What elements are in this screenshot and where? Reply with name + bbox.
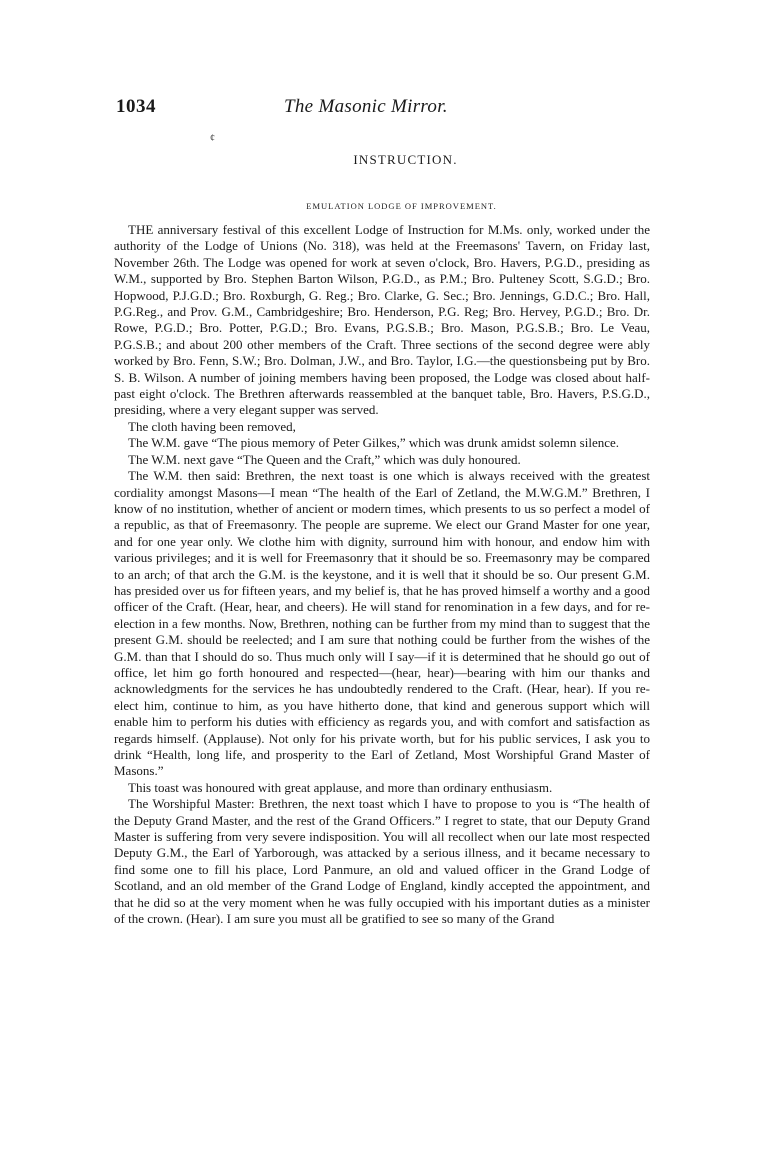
- running-head: [116, 96, 648, 124]
- paragraph-opening-report: THE anniversary festival of this excellent Lodge of Instruction for M.Ms. only, worked under the authority of the Lodge of Unions (No. 318), was held at the Freemasons' Tavern, on Friday last, November 26th. The Lodge was opened for work at seven o'clock, Bro. Havers, P.G.D., presiding as W.M., supported by Bro. Stephen Barton Wilson, P.G.D., as P.M.; Bro. Pulteney Scott, S.G.D.; Bro. Hopwood, P.J.G.D.; Bro. Roxburgh, G. Reg.; Bro. Clarke, G. Sec.; Bro. Jennings, G.D.C.; Bro. Hall, P.G.Reg., and Prov. G.M., Cambridgeshire; Bro. Henderson, P.G. Reg; Bro. Hervey, P.G.D.; Bro. Dr. Rowe, P.G.D.; Bro. Potter, P.G.D.; Bro. Evans, P.G.S.B.; Bro. Mason, P.G.S.B.; Bro. Le Veau, P.G.S.B.; and about 200 other members of the Craft. Three sections of the second degree were ably worked by Bro. Fenn, S.W.; Bro. Dolman, J.W., and Bro. Taylor, I.G.—the questionsbeing put by Bro. S. B. Wilson. A number of joining members having been proposed, the Lodge was closed about half-past eight o'clock. The Brethren afterwards reassembled at the banquet table, Bro. Havers, P.S.G.D., presiding, where a very elegant supper was served.: [114, 222, 650, 418]
- article-body: [114, 222, 650, 927]
- page-number: 1034: [116, 96, 156, 117]
- paragraph-cloth-removed: The cloth having been removed,: [128, 418, 296, 434]
- section-title: INSTRUCTION.: [353, 152, 458, 167]
- paragraph-toast-response: This toast was honoured with great applause, and more than ordinary enthusiasm.: [128, 779, 553, 795]
- stray-print-mark: ¢: [210, 133, 215, 144]
- paragraph-toast-queen: The W.M. next gave “The Queen and the Craft,” which was duly honoured.: [128, 451, 521, 467]
- journal-title: The Masonic Mirror.: [284, 96, 448, 117]
- paragraph-toast-deputy: The Worshipful Master: Brethren, the next toast which I have to propose to you is “The health of the Deputy Grand Master, and the rest of the Grand Officers.” I regret to state, that our Deputy Grand Master is suffering from very severe indisposition. You will all recollect when our late most respected Deputy G.M., the Earl of Yarborough, was attacked by a serious illness, and it became necessary to find some one to fill his place, Lord Panmure, an old and valued officer in the Grand Lodge of Scotland, and an old member of the Grand Lodge of England, kindly accepted the appointment, and that he did so at the very moment when he was fully occupied with his important duties as a minister of the crown. (Hear). I am sure you must all be gratified to see so many of the Grand: [114, 796, 650, 927]
- paragraph-toast-grand-master: The W.M. then said: Brethren, the next toast is one which is always received with the greatest cordiality amongst Masons—I mean “The health of the Earl of Zetland, the M.W.G.M.” Brethren, I know of no institution, whether of ancient or modern times, which presents to us so perfect a model of a republic, as that of Freemasonry. The people are supreme. We elect our Grand Master for one year, and for one year only. We clothe him with dignity, surround him with honour, and endow him with various privileges; and it is well for Freemasonry that it should be so. Freemasonry may be compared to an arch; of that arch the G.M. is the keystone, and it is well that it should be so. Our present G.M. has presided over us for fifteen years, and my belief is, that he has proved himself a worthy and a good officer of the Craft. (Hear, hear, and cheers). He will stand for renomination in a few days, and for re-election in a few months. Now, Brethren, nothing can be further from my mind than to suggest that the present G.M. should be reelected; and I am sure that nothing could be further from the wishes of the G.M. than that I should do so. Thus much only will I say—if it is determined that he should go out of office, let him go forth honoured and respected—(hear, hear)—bearing with him our thanks and acknowledgments for the services he has undoubtedly rendered to the Craft. (Hear, hear). If you re-elect him, continue to him, as you have hitherto done, that kind and generous support which will enable him to perform his duties with efficiency as regards you, and with comfort and satisfaction as regards himself. (Applause). Not only for his private worth, but for his public services, I ask you to drink “Health, long life, and prosperity to the Earl of Zetland, Most Worshipful Grand Master of Masons.”: [114, 468, 650, 779]
- paragraph-toast-gilkes: The W.M. gave “The pious memory of Peter Gilkes,” which was drunk amidst solemn silence.: [128, 435, 620, 451]
- article-subheading: EMULATION LODGE OF IMPROVEMENT.: [306, 201, 497, 211]
